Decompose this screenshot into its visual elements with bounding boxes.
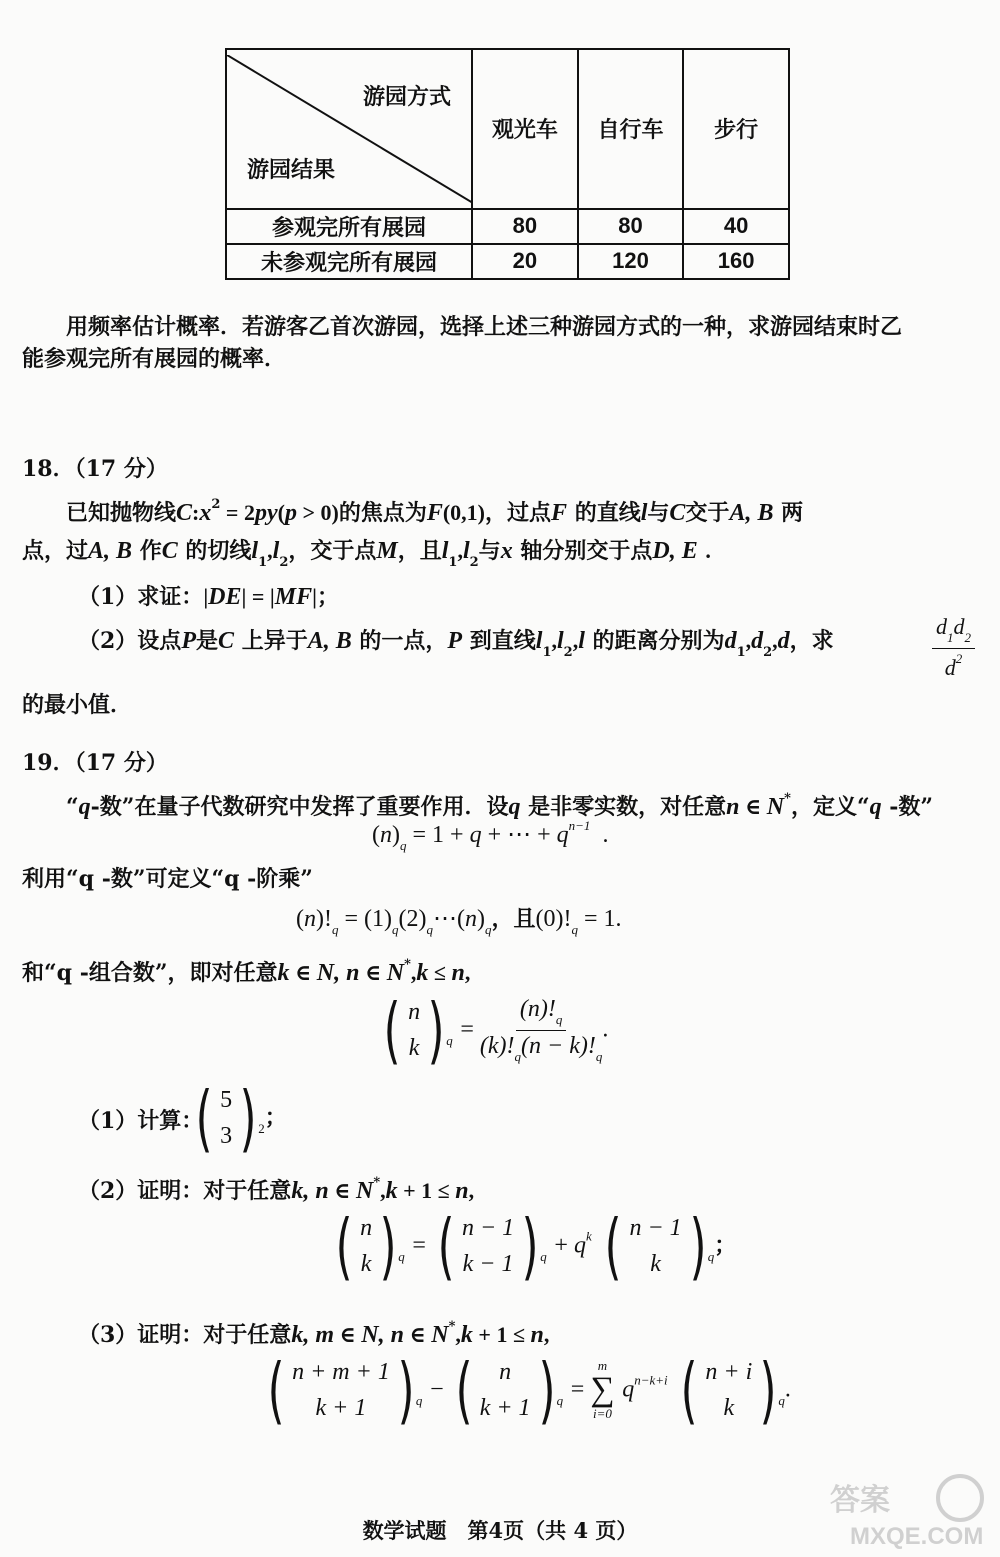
- table-cell: 20: [472, 244, 578, 279]
- table-cell: 160: [683, 244, 789, 279]
- row-label: 参观完所有展园: [226, 209, 472, 244]
- q19-part1-formula: ( 5 3 ) $_2$；: [195, 1076, 287, 1160]
- table-cell: 120: [578, 244, 684, 279]
- q18-part1: （1）求证：|DE| = |MF|；: [78, 584, 339, 610]
- svg-text:答案: 答案: [830, 1483, 890, 1518]
- q18-part2: （2）设点P是C 上异于A, B 的一点，P 到直线$l_1,l_2,l$ 的距离分别为$d_1,d_2,d$，求: [78, 628, 834, 660]
- q-number-formula: $(n)_q = 1 + q$ + ⋯ + $q^{n-1}$ .: [372, 818, 609, 853]
- svg-text:MXQE.COM: MXQE.COM: [850, 1523, 984, 1550]
- q19-intro: “q-数”在量子代数研究中发挥了重要作用．设q 是非零实数，对任意n ∈ N*，定义“q -数”: [66, 791, 934, 820]
- q19-part2-formula: ( n k ) $_q$ = ( n − 1 k − 1 ) $_q + q^k$ ( n − 1 k ) $_q$；: [335, 1204, 737, 1288]
- table-row: [226, 209, 789, 244]
- q17-text-line1: 用频率估计概率．若游客乙首次游园，选择上述三种游园方式的一种，求游园结束时乙: [66, 314, 903, 340]
- q18-line1: 已知抛物线$C:x^2 = 2py(p > 0)$的焦点为F(0,1)，过点F 的直线l与C交于A, B 两: [66, 497, 804, 526]
- row-label: 未参观完所有展园: [226, 244, 472, 279]
- table-cell: 80: [578, 209, 684, 244]
- q17-text-line2: 能参观完所有展园的概率．: [22, 346, 287, 372]
- q18-number: 18．（17 分）: [22, 456, 168, 482]
- q18-part2-end: 的最小值．: [22, 692, 133, 718]
- q19-part2: （2）证明：对于任意k, n ∈ N*,k + 1 ≤ n,: [78, 1175, 475, 1204]
- q19-part1: （1）计算：: [78, 1108, 204, 1134]
- q19-number: 19．（17 分）: [22, 750, 168, 776]
- q19-part3: （3）证明：对于任意k, m ∈ N, n ∈ N*,k + 1 ≤ n,: [78, 1319, 550, 1348]
- header-method: 游园方式: [362, 83, 451, 110]
- diagonal-header-cell: [226, 49, 472, 209]
- q18-line2: 点，过A, B 作C 的切线$l_1,l_2$，交于点M，且$l_1,l_2$与x 轴分别交于点D, E .: [22, 538, 711, 570]
- survey-table: [225, 48, 790, 280]
- q18-fraction: $\frac{d_1d_2}{d^2}$: [932, 614, 975, 681]
- table-header-row: [226, 49, 789, 209]
- q19-part3-formula: ( n + m + 1 k + 1 ) $_q$ − ( n k + 1 ) $_q$ = m ∑ i=0 $q^{n-k+i}$ ( n + i k ) $_q$.: [267, 1348, 791, 1432]
- table-cell: 40: [683, 209, 789, 244]
- table-row: [226, 244, 789, 279]
- column-header: 自行车: [578, 49, 684, 209]
- page-footer: 数学试题 第4页（共 4 页）: [362, 1518, 638, 1543]
- q19-factorial-intro: 利用“q -数”可定义“q -阶乘”: [22, 866, 313, 892]
- column-header: 步行: [683, 49, 789, 209]
- table-cell: 80: [472, 209, 578, 244]
- watermark-logo: [820, 1470, 990, 1550]
- q19-combo-intro: 和“q -组合数”，即对任意k ∈ N, n ∈ N*,k ≤ n,: [22, 957, 471, 986]
- q-combination-formula: ( n k ) $_q$ = $\frac{(n)!_q}{(k)!_q(n - k)!_q}$ .: [383, 988, 609, 1072]
- q-factorial-formula: $(n)!_q$ = $(1)_q(2)_q\cdots(n)_q$，且$(0)!_q = 1$.: [296, 906, 622, 937]
- column-header: 观光车: [472, 49, 578, 209]
- header-result: 游园结果: [247, 156, 336, 183]
